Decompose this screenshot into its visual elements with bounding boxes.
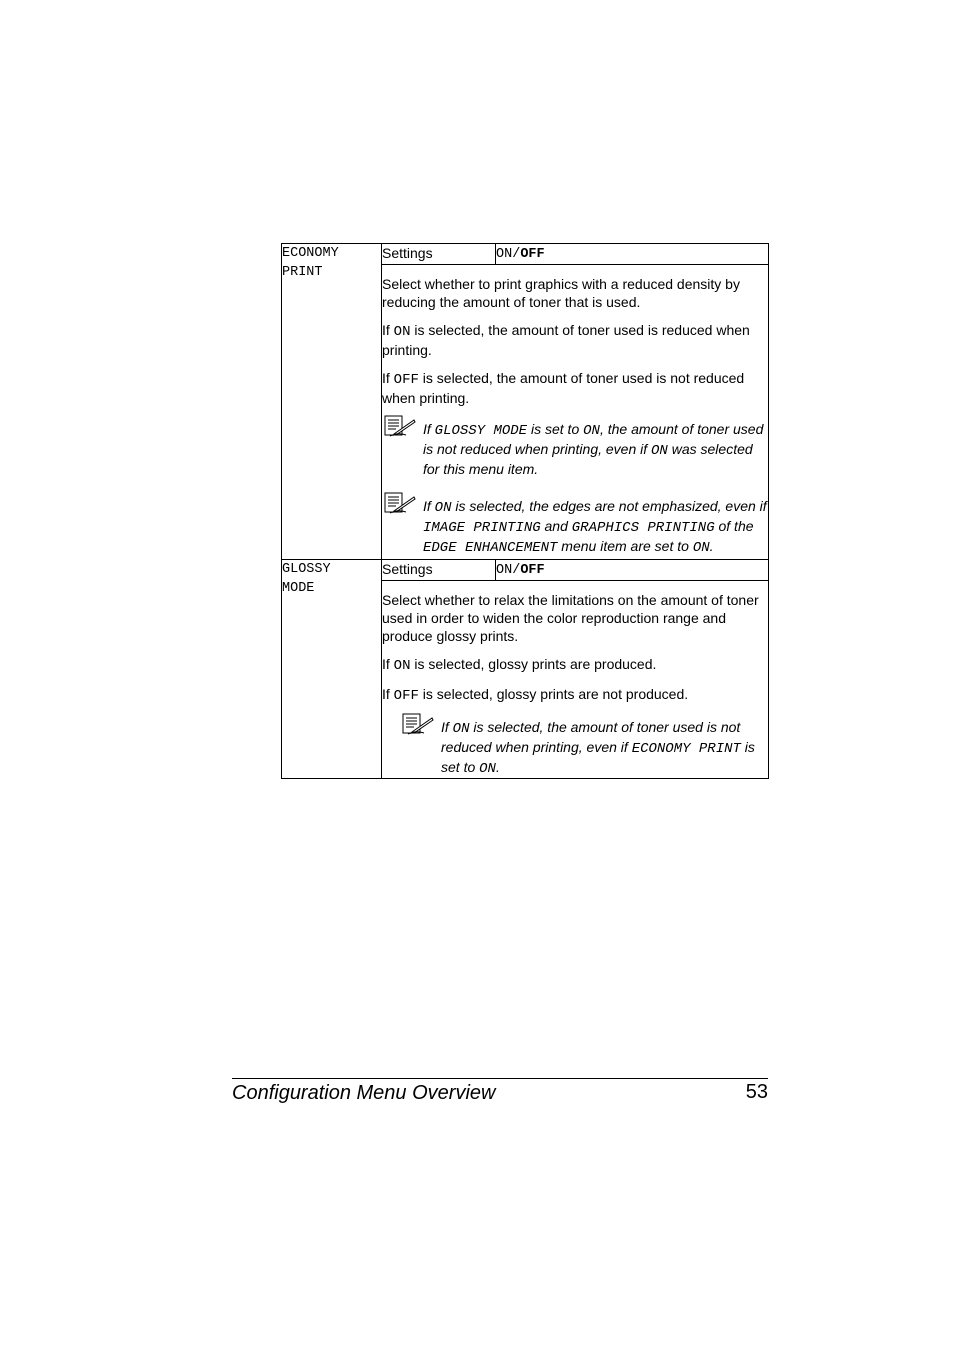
economy-print-value-sep: /	[512, 247, 521, 262]
economy-print-note-glossy: If GLOSSY MODE is set to ON, the amount of toner used is not reduced when printing, even if ON was selected for this menu item.	[382, 420, 768, 478]
footer-rule	[232, 1078, 768, 1079]
glossy-mode-name-line2: MODE	[282, 581, 315, 596]
glossy-mode-value-off: OFF	[520, 563, 545, 578]
note-pencil-icon	[402, 713, 434, 735]
economy-print-name-line1: ECONOMY	[282, 246, 339, 261]
economy-print-value-on: ON	[496, 247, 513, 262]
menu-table	[281, 243, 769, 779]
glossy-mode-description-cell	[382, 581, 769, 779]
economy-print-settings-label: Settings	[382, 244, 496, 265]
glossy-mode-settings-label: Settings	[382, 560, 496, 581]
glossy-mode-description: Select whether to relax the limitations on the amount of toner used in order to widen the color reproduction range and produce glossy prints.	[382, 592, 759, 644]
economy-print-if-off: If OFF is selected, the amount of toner used is not reduced when printing.	[382, 370, 745, 406]
economy-print-description: Select whether to print graphics with a reduced density by reducing the amount of toner that is used.	[382, 276, 740, 310]
glossy-mode-value-sep: /	[512, 563, 521, 578]
note-pencil-icon	[384, 415, 416, 437]
economy-print-name-line2: PRINT	[282, 265, 323, 280]
economy-print-settings-value	[496, 244, 769, 265]
glossy-mode-name-line1: GLOSSY	[282, 562, 331, 577]
economy-print-description-cell	[382, 265, 769, 560]
glossy-mode-settings-row	[282, 560, 769, 581]
economy-print-value-off: OFF	[520, 247, 545, 262]
footer-title: Configuration Menu Overview	[232, 1082, 496, 1104]
glossy-mode-name-cell	[282, 560, 382, 779]
glossy-mode-if-on: If ON is selected, glossy prints are produced.	[382, 656, 657, 674]
note-pencil-icon	[384, 492, 416, 514]
page-number: 53	[745, 1081, 768, 1103]
glossy-mode-note-economy: If ON is selected, the amount of toner used is not reduced when printing, even if ECONOMY PRINT is set to ON.	[382, 718, 768, 778]
glossy-mode-value-on: ON	[496, 563, 513, 578]
economy-print-if-on: If ON is selected, the amount of toner used is reduced when printing.	[382, 322, 750, 358]
economy-print-note-edges: If ON is selected, the edges are not emphasized, even if IMAGE PRINTING and GRAPHICS PRINTING of the EDGE ENHANCEMENT menu item are set to ON.	[382, 497, 768, 557]
glossy-mode-if-off: If OFF is selected, glossy prints are not produced.	[382, 686, 689, 704]
economy-print-settings-row	[282, 244, 769, 265]
glossy-mode-settings-value	[496, 560, 769, 581]
economy-print-name-cell	[282, 244, 382, 560]
